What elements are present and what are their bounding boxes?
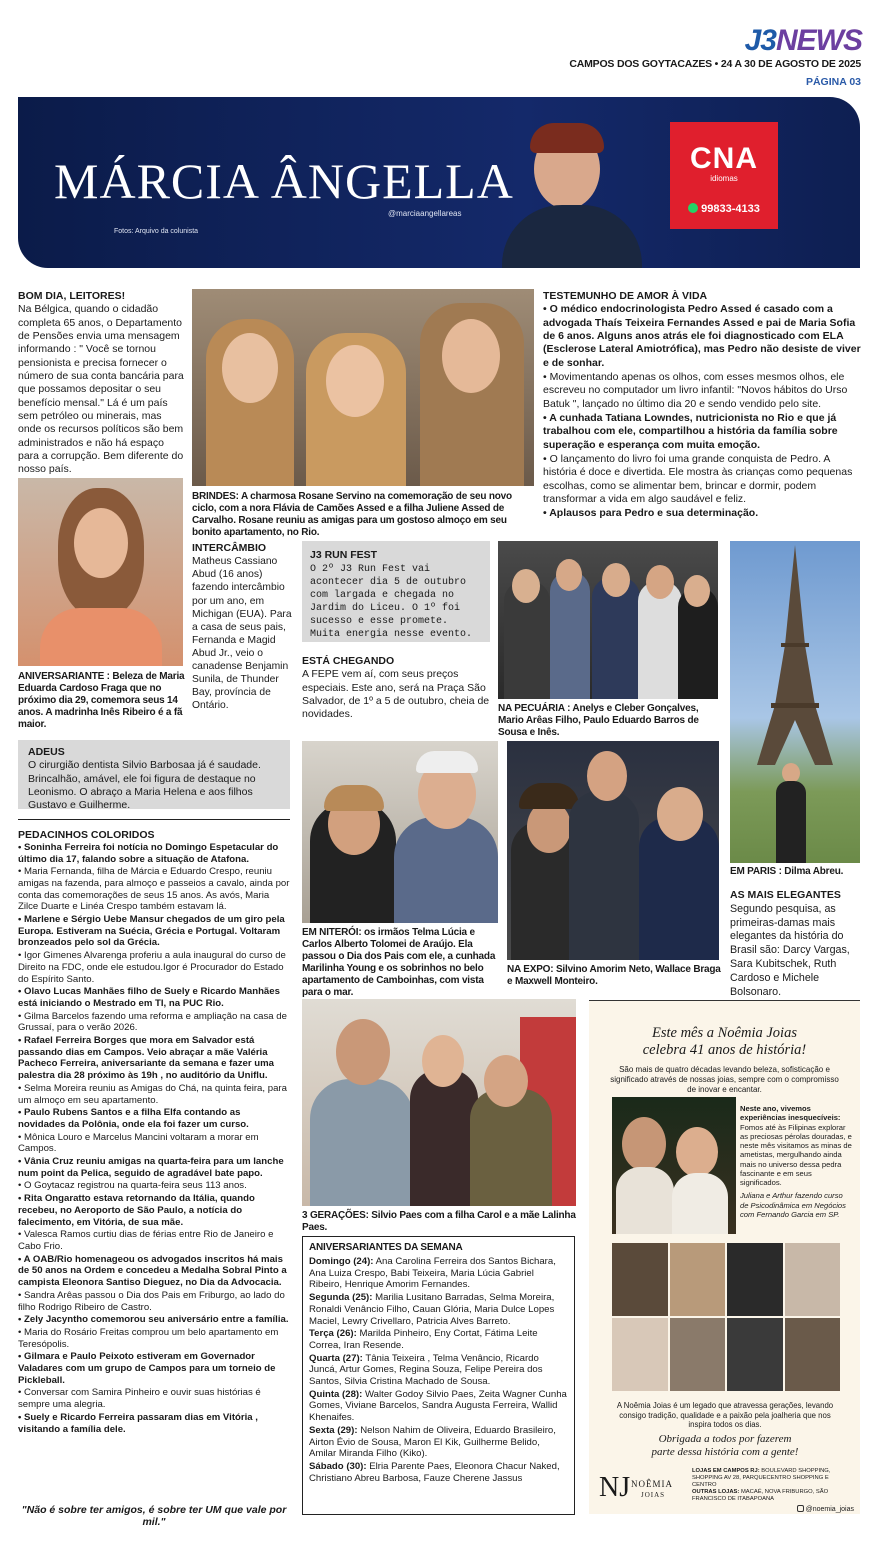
caption-pecuaria: NA PECUÁRIA : Anelys e Cleber Gonçalves, Mario Arêas Filho, Paulo Eduardo Barros de Sousa e Inês. <box>498 703 699 738</box>
day-row: Sexta (29): Nelson Nahim de Oliveira, Eduardo Brasileiro, Airton Évio de Sousa, Maron El Kik, Guilherme Belido, Amilar Miranda Filho (Kiko). <box>309 1424 556 1460</box>
list-item: • O médico endocrinologista Pedro Assed é casado com a advogada Thaís Teixeira Fernandes Assed e pai de Maria Sofia de 6 anos. Alguns anos atrás ele foi diagnosticado com ELA (Esclerose Lateral Amiotrófica), mas Pedro não desiste de viver e de sonhar. <box>543 303 861 369</box>
noemia-side-caption: Juliana e Arthur fazendo curso de Psicodinâmica em Negócios com Fernando Garcia em SP. <box>740 1191 846 1219</box>
photo-paris <box>730 541 860 863</box>
pull-quote: "Não é sobre ter amigos, é sobre ter UM que vale por mil." <box>21 1504 287 1528</box>
noemia-side-body: Fomos até às Filipinas explorar as preciosas pérolas douradas, e neste mês visitamos as minas de ametistas, mergulhando ainda mais no universo dessa pedra fascinante e em seus significados. <box>740 1122 852 1187</box>
list-item: • Zely Jacyntho comemorou seu aniversário entre a família. <box>18 1314 289 1326</box>
pedacinhos-title: PEDACINHOS COLORIDOS <box>18 829 155 841</box>
list-item: • Conversar com Samira Pinheiro e ouvir suas histórias é sempre uma alegria. <box>18 1387 261 1411</box>
list-item: • Maria do Rosário Freitas comprou um belo apartamento em Teresópolis. <box>18 1326 279 1350</box>
testemunho-list <box>543 303 861 520</box>
list-item: • Vânia Cruz reuniu amigas na quarta-feira para um lanche num point da Pelica, seguido de agradável bate papo. <box>18 1156 284 1179</box>
list-item: • O Goytacaz registrou na quarta-feira seus 113 anos. <box>18 1180 247 1192</box>
day-row: Quarta (27): Tânia Teixeira , Telma Venâncio, Ricardo Juncá, Artur Gomes, Regina Souza, Felipe Pereira dos Santos, Silvia Cristina Machado de Sousa. <box>309 1352 543 1388</box>
noemia-photo-grid <box>612 1243 840 1391</box>
noemia-stores: LOJAS EM CAMPOS RJ: BOULEVARD SHOPPING, SHOPPING AV 28, PARQUECENTRO SHOPPING E CENTRO OUTRAS LOJAS: MACAÉ, NOVA FRIBURGO, SÃO FRANCISCO DE ITABAPOANA @noemia_joias <box>692 1468 854 1513</box>
list-item: • O lançamento do livro foi uma grande conquista de Pedro. A história é doce e divertida. Ele mostra às crianças como pequenas escolhas, como se alimentar bem, brincar e dormir, podem transformar a vida em algo saudável e feliz. <box>543 452 853 505</box>
elegantes-title: AS MAIS ELEGANTES <box>730 889 841 901</box>
intro-title: BOM DIA, LEITORES! <box>18 290 126 302</box>
day-row: Quinta (28): Walter Godoy Silvio Paes, Zeita Wagner Cunha Gomes, Viviane Barcelos, Sandra Augusta Ferreira, Wallid Khenaifes. <box>309 1388 567 1424</box>
whatsapp-icon <box>688 203 698 213</box>
list-item: • Paulo Rubens Santos e a filha Elfa contando as novidades da Polônia, onde ela foi fazer um curso. <box>18 1107 249 1130</box>
pedacinhos-list <box>18 842 290 1435</box>
list-item: • Olavo Lucas Manhães filho de Suely e Ricardo Manhães está iniciando o Mestrado em TI, na PUC Rio. <box>18 986 280 1009</box>
elegantes-body: Segundo pesquisa, as primeiras-damas mais elegantes da história do Brasil são: Darcy Vargas, Sara Kubitschek, Ruth Cardoso e Michele Bolsonaro. <box>730 902 850 999</box>
noemia-thanks <box>599 1433 851 1459</box>
list-item: • Gilma Barcelos fazendo uma reforma e ampliação na casa de Grussaí, para o verão 2026. <box>18 1010 287 1034</box>
caption-niteroi: EM NITERÓI: os irmãos Telma Lúcia e Carlos Alberto Tolomei de Araújo. Ela passou o Dia dos Pais com ele, a cunhada Marilinha Young e os sobrinhos no belo apartamento de Camboinhas, com vista para o mar. <box>302 927 496 998</box>
runfest-body: O 2º J3 Run Fest vai acontecer dia 5 de outubro com largada e chegada no Jardim do Liceu. O 1º foi sucesso e esse promete. Muita energia nesse evento. <box>310 563 473 640</box>
cna-ad[interactable] <box>670 122 778 229</box>
adeus-body: O cirurgião dentista Silvio Barbosaa já é saudade. Brincalhão, amável, ele foi figura de destaque no Leonismo. O abraço a Maria Helena e aos filhos Gustavo e Guilherme. <box>28 759 261 812</box>
noemia-intro: São mais de quatro décadas levando beleza, sofisticação e significado através de nossas joias, sempre com o compromisso de inovar e encantar. <box>610 1065 839 1094</box>
eiffel-tower-icon <box>755 545 835 765</box>
runfest-box <box>302 541 490 642</box>
list-item: • A cunhada Tatiana Lowndes, nutricionista no Rio e que já trabalhou com ele, compartilhou a história da família sobre superação e esperança com muita emoção. <box>543 411 838 451</box>
list-item: • Rita Ongaratto estava retornando da Itália, quando recebeu, no Aeroporto de São Paulo, a notícia do falecimento, em Vitória, de sua mãe. <box>18 1193 255 1228</box>
photo-aniversariante <box>18 478 183 666</box>
noemia-side-title: Neste ano, vivemos experiências inesquecíveis: <box>740 1104 841 1123</box>
list-item: • Soninha Ferreira foi notícia no Domingo Espetacular do último dia 17, falando sobre a situação de Atafona. <box>18 841 279 865</box>
list-item: • Mônica Louro e Marcelus Mancini voltaram a morar em Campos. <box>18 1131 259 1155</box>
list-item: • Valesca Ramos curtiu dias de férias entre Rio de Janeiro e Cabo Frio. <box>18 1229 274 1252</box>
nj-monogram-icon: NJ <box>599 1472 631 1503</box>
noemia-legacy: A Noêmia Joias é um legado que atravessa gerações, levando consigo tradição, qualidade e a paixão pela joalheria que nos inspira todos os dias. <box>616 1401 834 1429</box>
list-item: • Selma Moreira reuniu as Amigas do Chá, na quinta feira, para um almoço em seu apartamento. <box>18 1082 287 1106</box>
day-row: Segunda (25): Marilia Lusitano Barradas, Selma Moreira, Ronaldi Venâncio Filho, Cauan Glória, Maria Dulce Lopes Maciel, Lewry Crivellaro, Patricia Alves Barreto. <box>309 1292 555 1327</box>
cna-phone: 99833-4133 <box>670 203 778 215</box>
cna-sub: idiomas <box>710 174 738 183</box>
photo-brindes <box>192 289 534 486</box>
noemia-logo <box>599 1471 679 1507</box>
noemia-logo-text: NOÊMIA <box>631 1479 673 1489</box>
photo-geracoes <box>302 999 576 1206</box>
noemia-thanks-2: parte dessa história com a gente! <box>651 1446 799 1459</box>
pedacinhos-article <box>18 829 290 1436</box>
list-item: • Movimentando apenas os olhos, com esses mesmos olhos, ele escreveu no computador um livro infantil: "Novos hábitos do Urso Batuk ", lançado no último dia 20 e sendo vendido pelo site. <box>543 370 848 410</box>
adeus-title: ADEUS <box>28 746 65 758</box>
list-item: • Suely e Ricardo Ferreira passaram dias em Vitória , visitando a família dele. <box>18 1411 258 1435</box>
testemunho-title: TESTEMUNHO DE AMOR À VIDA <box>543 290 708 302</box>
list-item: • Rafael Ferreira Borges que mora em Salvador está passando dias em Campos. Veio abraçar a mãe Valéria Pacheco Ferreira, aniversariante da semana e fazer uma palestra dia 28 próximo às 19h , no auditório da Uniflu. <box>18 1035 274 1082</box>
logo-j3: J3 <box>744 24 776 57</box>
elegantes-article <box>730 889 862 1000</box>
photo-expo <box>507 741 719 960</box>
page-number: PÁGINA 03 <box>805 76 861 88</box>
intro-article <box>18 290 186 477</box>
list-item: • Marlene e Sérgio Uebe Mansur chegados de um giro pela Europa. Estiveram na Suécia, Grécia e Portugal. Voltaram bronzeados pelo sol da Grécia. <box>18 914 285 949</box>
aniversariantes-box <box>302 1236 575 1515</box>
aniversariantes-title: ANIVERSARIANTES DA SEMANA <box>309 1242 463 1253</box>
columnist-name: MÁRCIA ÂNGELLA <box>54 153 514 209</box>
columnist-photo <box>502 115 642 268</box>
list-item: • Igor Gimenes Alvarenga proferiu a aula inaugural do curso de Direito na FDC, onde ele estudou.Igor é Procurador do Estado do Espírito Santo. <box>18 950 286 985</box>
chegando-body: A FEPE vem aí, com seus preços especiais. Este ano, será na Praça São Salvador, de 1º a 5 de outubro, cheia de novidades. <box>302 668 490 721</box>
caption-aniversariante: ANIVERSARIANTE : Beleza de Maria Eduarda Cardoso Fraga que no próximo dia 29, comemora seus 14 anos. A madrinha Inês Ribeiro é a fã maior. <box>18 671 185 730</box>
chegando-title: ESTÁ CHEGANDO <box>302 655 395 667</box>
noemia-ad[interactable] <box>589 1000 860 1514</box>
columnist-handle: @marciaangellareas <box>388 209 462 218</box>
chegando-article <box>302 655 492 722</box>
divider <box>18 819 290 820</box>
noemia-photo-couple <box>612 1097 736 1234</box>
list-item: • A OAB/Rio homenageou os advogados inscritos há mais de 50 anos na Ordem e concedeu a Medalha Sobral Pinto a campista Eleonora Santiso Dieguez, no Dia da Advocacia. <box>18 1253 287 1289</box>
noemia-headline-1: Este mês a Noêmia Joias <box>652 1025 797 1041</box>
intercambio-body: Matheus Cassiano Abud (16 anos) fazendo intercâmbio por um ano, em Michigan (EUA). Para a casa de seus pais, Fernanda e Magid Abud Jr., veio o canadense Benjamin Sunila, de Thunder Bay, província de Ontário. <box>192 556 292 712</box>
intercambio-article <box>192 542 294 712</box>
noemia-thanks-1: Obrigada a todos por fazerem <box>658 1433 792 1445</box>
runfest-title: J3 RUN FEST <box>310 549 378 561</box>
photo-credit: Fotos: Arquivo da colunista <box>114 228 199 235</box>
noemia-logo-sub: JOIAS <box>641 1491 666 1499</box>
edition-line: CAMPOS DOS GOYTACAZES • 24 A 30 DE AGOSTO DE 2025 <box>569 58 861 70</box>
testemunho-article <box>543 290 861 522</box>
instagram-icon <box>797 1505 804 1512</box>
caption-geracoes: 3 GERAÇÕES: Silvio Paes com a filha Carol e a mãe Lalinha Paes. <box>302 1210 576 1233</box>
intro-body: Na Bélgica, quando o cidadão completa 65 anos, o Departamento de Pensões envia uma mensagem informando : " Você se tornou pensionista e precisa fornecer o número de sua conta bancária para que possamos depositar o seu benefício mensal." Lá é um país sem petróleo ou minerais, mas onde os recursos políticos são bem administrados e não há espaço para a corrupção. Bem diferente do nosso país. <box>18 303 184 476</box>
caption-expo: NA EXPO: Silvino Amorim Neto, Wallace Braga e Maxwell Monteiro. <box>507 964 721 987</box>
list-item: • Aplausos para Pedro e sua determinação. <box>543 507 759 520</box>
column-banner <box>18 97 860 268</box>
day-row: Terça (26): Marilda Pinheiro, Eny Cortat, Fátima Leite Correa, Iran Resende. <box>309 1328 538 1351</box>
caption-brindes: BRINDES: A charmosa Rosane Servino na comemoração de seu novo ciclo, com a nora Flávia de Camões Assed e a filha Juliene Assed de Carvalho. Rosane reuniu as amigas para um gostoso almoço em seu bonito apartamento, no Rio. <box>192 491 512 538</box>
caption-paris: EM PARIS : Dilma Abreu. <box>730 866 844 877</box>
noemia-side-text <box>740 1104 852 1219</box>
adeus-box <box>18 740 290 812</box>
list-item: • Maria Fernanda, filha de Márcia e Eduardo Crespo, reuniu amigas na fazenda, para almoço e passeios a cavalo, ainda por conta das comemorações de seus 15 anos. As avós, Maria Zilce Duarte e Linéa Crespo também estavam lá. <box>18 866 290 913</box>
list-item: • Gilmara e Paulo Peixoto estiveram em Governador Valadares com um grupo de Campos para um torneio de Pickleball. <box>18 1351 276 1386</box>
logo-news: NEWS <box>776 24 862 57</box>
cna-logo: CNA <box>690 142 758 175</box>
masthead-logo <box>722 24 862 58</box>
day-row: Sábado (30): Elria Parente Paes, Eleonora Chacur Naked, Christiano Abreu Barbosa, Fauze Cherene Jassus <box>309 1460 560 1484</box>
day-row: Domingo (24): Ana Carolina Ferreira dos Santos Bichara, Ana Luiza Crespo, Babi Teixeira, Maria Lúcia Gabriel Ribeiro, Henrique Amorim Fernandes. <box>309 1256 556 1291</box>
photo-pecuaria <box>498 541 718 699</box>
noemia-headline-2: celebra 41 anos de história! <box>642 1042 807 1058</box>
list-item: • Sandra Arêas passou o Dia dos Pais em Friburgo, ao lado do filho Rodrigo Ribeiro de Castro. <box>18 1289 285 1313</box>
intercambio-title: INTERCÂMBIO <box>192 542 267 554</box>
photo-niteroi <box>302 741 498 923</box>
